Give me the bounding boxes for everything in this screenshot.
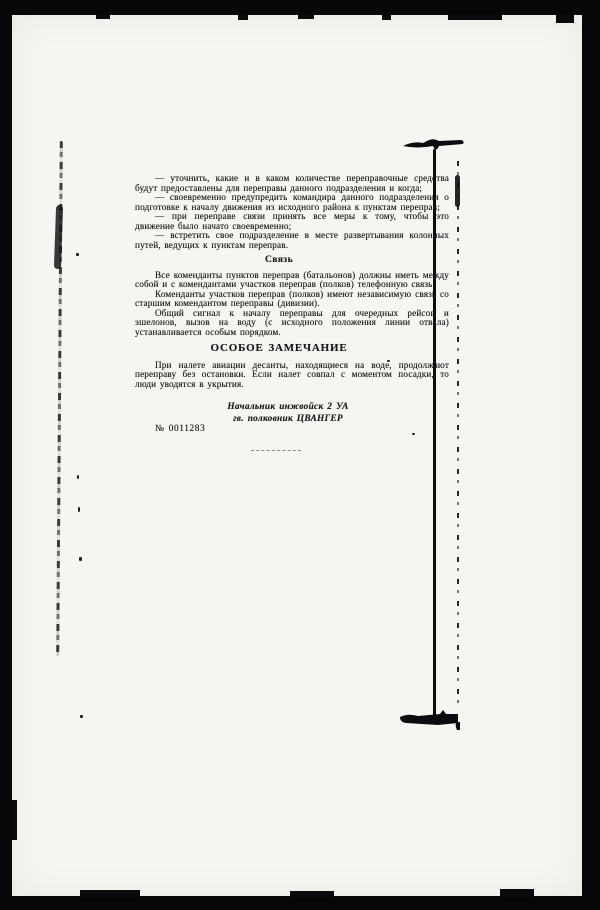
- section-heading-remark: ОСОБОЕ ЗАМЕЧАНИЕ: [210, 342, 348, 354]
- ink-speck: [80, 715, 83, 718]
- scan-edge-bump: [12, 800, 17, 840]
- separator-dashes: [251, 450, 301, 451]
- scan-edge-bump: [80, 890, 140, 897]
- spine-rule-ink-blob: [455, 175, 460, 207]
- document-text: [135, 174, 449, 451]
- ink-blob-bottom: [400, 710, 466, 732]
- bullet-item: — встретить свое подразделение в месте развертывания колонных путей, ведущих к пунктам переправ.: [135, 230, 449, 250]
- signature-name: гв. полковник ЦВАНГЕР: [233, 413, 343, 424]
- ink-speck: [78, 507, 80, 512]
- paragraph: Все коменданты пунктов переправ (батальонов) должны иметь между собой и с комендантами участков переправ (полков) телефонную связь.: [135, 269, 449, 289]
- scan-edge-bump: [290, 891, 334, 897]
- bullet-item: — уточнить, какие и в каком количестве переправочные средства будут предоставлены для переправы данного подразделения и когда;: [135, 173, 449, 193]
- paragraph: Общий сигнал к началу переправы для очередных рейсов и эшелонов, вызов на воду (с исходного положения линии отвала) устанавливается особым порядком.: [135, 307, 449, 337]
- section-heading-svyaz: Связь: [264, 254, 294, 265]
- ink-speck: [77, 475, 79, 479]
- document-number: № 0011283: [155, 424, 206, 434]
- scan-edge-bump: [96, 15, 110, 19]
- signature-block: [177, 402, 399, 425]
- paper-sheet: [12, 15, 582, 896]
- bullet-item: — своевременно предупредить командира данного подразделения о подготовке к началу движения из исходного района к пунктам переправ;: [135, 192, 449, 212]
- scan-edge-bump: [298, 15, 314, 19]
- spine-rule-dashed: [457, 161, 459, 709]
- bullet-item: — при переправе связи принять все меры к тому, чтобы это движение было начато своевременно;: [135, 211, 449, 231]
- ink-blob-top: [403, 138, 467, 154]
- ink-speck: [76, 253, 79, 256]
- scan-edge-bump: [382, 15, 391, 20]
- paragraph: При налете авиации десанты, находящиеся на воде, продолжают переправу без остановки. Если налет совпал с моментом посадки, то люди уводятся в укрытия.: [135, 359, 449, 389]
- scan-edge-bump: [500, 889, 534, 897]
- scan-edge-bump: [556, 15, 574, 23]
- paragraph: Коменданты участков переправ (полков) имеют независимую связь со старшим комендантом переправы (дивизии).: [135, 288, 449, 308]
- signature-title: Начальник инжвойск 2 УА: [227, 402, 349, 412]
- ink-speck: [79, 557, 82, 561]
- scan-edge-bump: [238, 15, 248, 20]
- scan-edge-bump: [448, 15, 502, 20]
